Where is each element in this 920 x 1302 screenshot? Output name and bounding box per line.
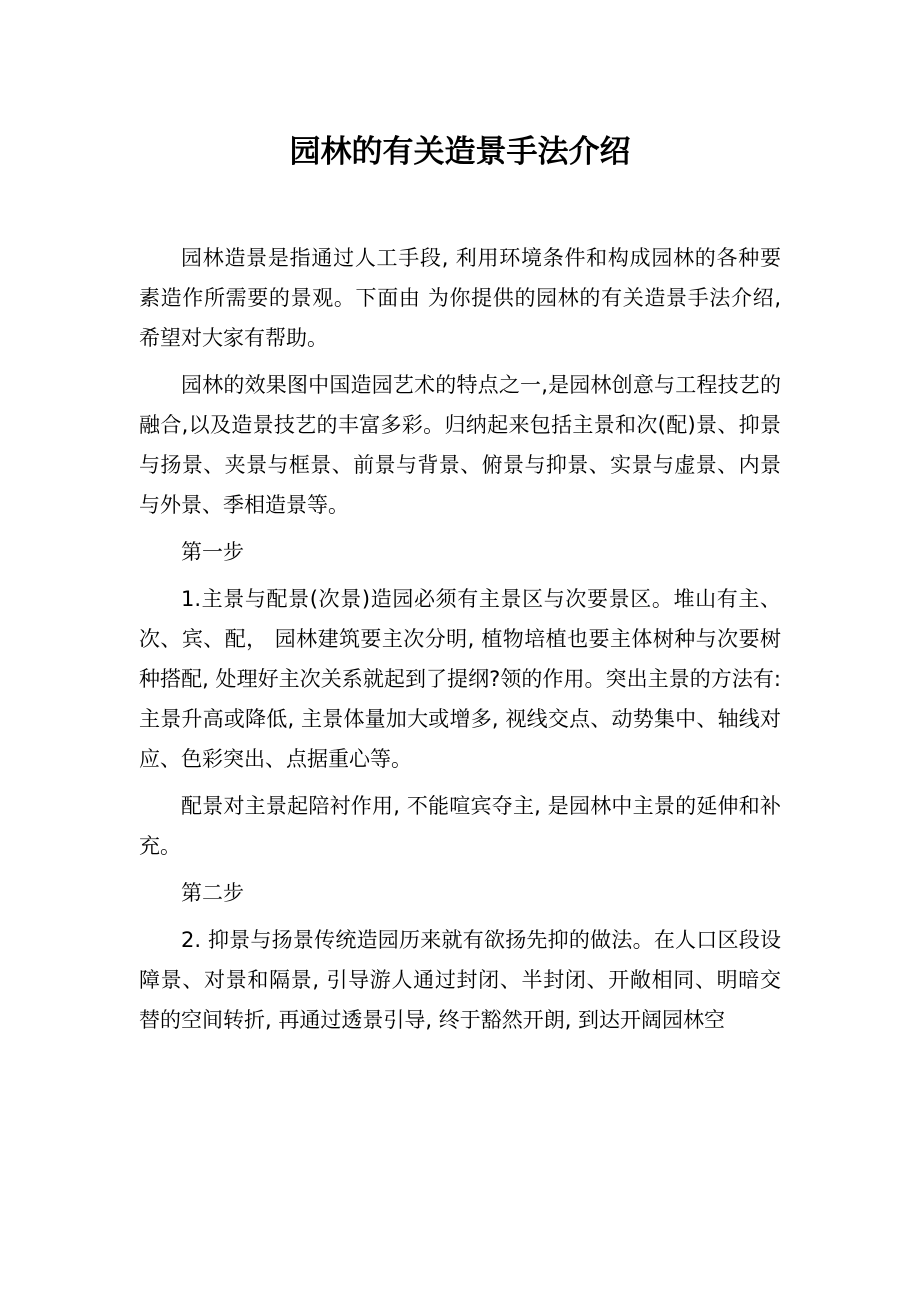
- paragraph-suppress-reveal: 2. 抑景与扬景传统造园历来就有欲扬先抑的做法。在人口区段设障景、对景和隔景, 引导游人通过封闭、半封闭、开敞相同、明暗交替的空间转折, 再通过透景引导, 终于豁然开朗, 到达开阔园林空: [139, 928, 781, 1032]
- step-heading-1: 第一步: [181, 540, 244, 564]
- step-heading-2: 第二步: [181, 881, 244, 905]
- paragraph-main-scene: 1.主景与配景(次景)造园必须有主景区与次要景区。堆山有主、次、宾、配， 园林建筑要主次分明, 植物培植也要主体树种与次要树种搭配, 处理好主次关系就起到了提纲?领的作用。突出主景的方法有: 主景升高或降低, 主景体量加大或增多, 视线交点、动势集中、轴线对应、色彩突出、点据重心等。: [139, 587, 781, 771]
- paragraph-intro: 园林造景是指通过人工手段, 利用环境条件和构成园林的各种要素造作所需要的景观。下面由 为你提供的园林的有关造景手法介绍, 希望对大家有帮助。: [139, 246, 781, 350]
- document-title: 园林的有关造景手法介绍: [289, 134, 631, 170]
- document-body: [139, 238, 781, 1047]
- paragraph-overview: 园林的效果图中国造园艺术的特点之一,是园林创意与工程技艺的融合,以及造景技艺的丰富多彩。归纳起来包括主景和次(配)景、抑景与扬景、夹景与框景、前景与背景、俯景与抑景、实景与虚景、内景与外景、季相造景等。: [139, 373, 781, 517]
- paragraph-secondary-scene: 配景对主景起陪衬作用, 不能喧宾夺主, 是园林中主景的延伸和补充。: [139, 794, 781, 858]
